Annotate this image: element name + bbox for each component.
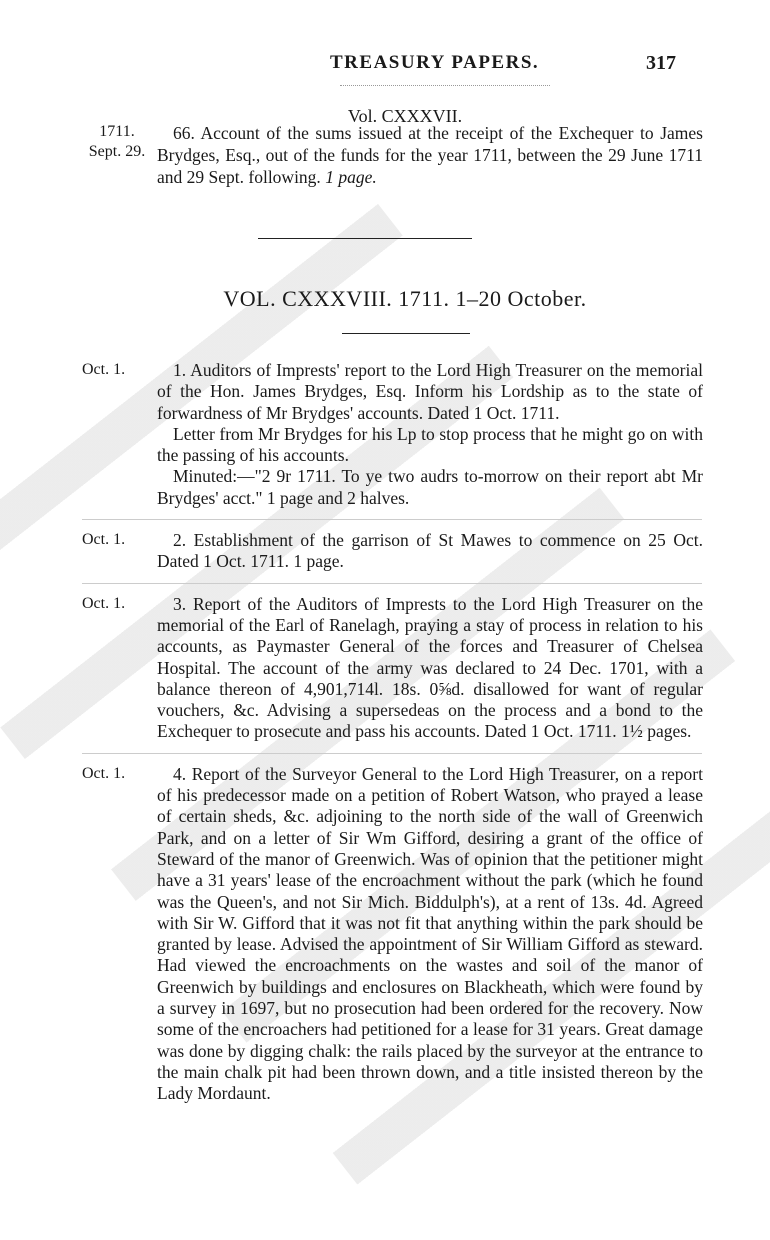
entry-body xyxy=(157,530,703,573)
entry-separator xyxy=(82,583,702,584)
entry-66-date-year: 1711. xyxy=(99,123,135,140)
entry-date: Oct. 1. xyxy=(82,594,126,612)
entry-66-pages: 1 page. xyxy=(325,167,377,187)
entry-paragraph: Minuted:—"2 9r 1711. To ye two audrs to-morrow on their report abt Mr Brydges' acct." 1 page and 2 halves. xyxy=(157,466,703,508)
volume-cxxxviii-title: VOL. CXXXVIII. 1711. 1–20 October. xyxy=(223,286,587,311)
entry xyxy=(82,594,702,743)
entry-body xyxy=(157,360,703,509)
entry-date: Oct. 1. xyxy=(82,531,126,549)
entry-paragraph: Letter from Mr Brydges for his Lp to stop process that he might go on with the passing of his accounts. xyxy=(157,423,703,466)
running-title: TREASURY PAPERS. xyxy=(330,52,540,73)
entry xyxy=(82,530,702,573)
page-number: 317 xyxy=(646,52,676,74)
entry-66-body: 66. Account of the sums issued at the receipt of the Exchequer to James Brydges, Esq., out of the funds for the year 1711, between the 29 June 1711 and 29 Sept. following. xyxy=(157,123,703,187)
volume-cxxxvii-title: Vol. CXXXVII. xyxy=(347,106,463,126)
entry-date: Oct. 1. xyxy=(82,361,126,378)
entry-paragraph: 1. Auditors of Imprests' report to the Lord High Treasurer on the memorial of the Hon. James Brydges, Esq. Inform his Lordship as to the state of forwardness of Mr Brydges' accounts. Dated 1 Oct. 1711. xyxy=(157,360,703,423)
section-rule-bottom xyxy=(342,333,470,334)
entry xyxy=(82,764,702,1105)
entry-body xyxy=(157,764,703,1105)
entry-date: Oct. 1. xyxy=(82,764,126,782)
entry-paragraph: 4. Report of the Surveyor General to the Lord High Treasurer, on a report of his predecessor made on a petition of Robert Watson, who prayed a lease of certain sheds, &c. adjoining to the north side of the wall of Greenwich Park, and on a letter of Sir Wm Gifford, desiring a grant of the office of Steward of the manor of Greenwich. Was of opinion that the petitioner might have a 31 years' lease of the encroachment without the park (which he found was the Queen's, and not Sir Mich. Biddulph's), at a rent of 13s. 4d. Agreed with Sir W. Gifford that it was not fit that anything within the park should be granted by lease. Advised the appointment of Sir William Gifford as steward. Had viewed the encroachments on the wastes and soil of the manor of Greenwich by buildings and enclosures on Blackheath, which were found by a survey in 1697, but no prosecution had been ordered for the recovery. Now some of the encroachers had petitioned for a lease for 31 years. Great damage was done by digging chalk: the rails placed by the surveyor at the entrance to the main chalk pit had been thrown down, and a title insisted thereon by the Lady Mordaunt. xyxy=(157,763,703,1104)
section-rule-top xyxy=(258,238,472,239)
entry-separator xyxy=(82,753,702,754)
entry-body xyxy=(157,594,703,743)
entries-list xyxy=(82,360,702,1115)
entry xyxy=(82,360,702,509)
entry-paragraph: 2. Establishment of the garrison of St Mawes to commence on 25 Oct. Dated 1 Oct. 1711. 1 page. xyxy=(157,530,703,572)
entry-66-date-day: Sept. 29. xyxy=(88,143,146,160)
entry-separator xyxy=(82,519,702,520)
entry-66-text xyxy=(157,122,703,188)
entry-66-date xyxy=(82,122,152,162)
page-header xyxy=(0,52,770,82)
header-divider xyxy=(340,85,550,86)
entry-paragraph: 3. Report of the Auditors of Imprests to the Lord High Treasurer on the memorial of the Earl of Ranelagh, praying a stay of process in relation to his accounts, as Paymaster General of the forces and Treasurer of Chelsea Hospital. The account of the army was declared to 24 Dec. 1701, with a balance thereon of 4,901,714l. 18s. 0⅝d. disallowed for want of regular vouchers, &c. Advising a supersedeas on the process and a bond to the Exchequer to prosecute and pass his accounts. Dated 1 Oct. 1711. 1½ pages. xyxy=(157,593,703,742)
